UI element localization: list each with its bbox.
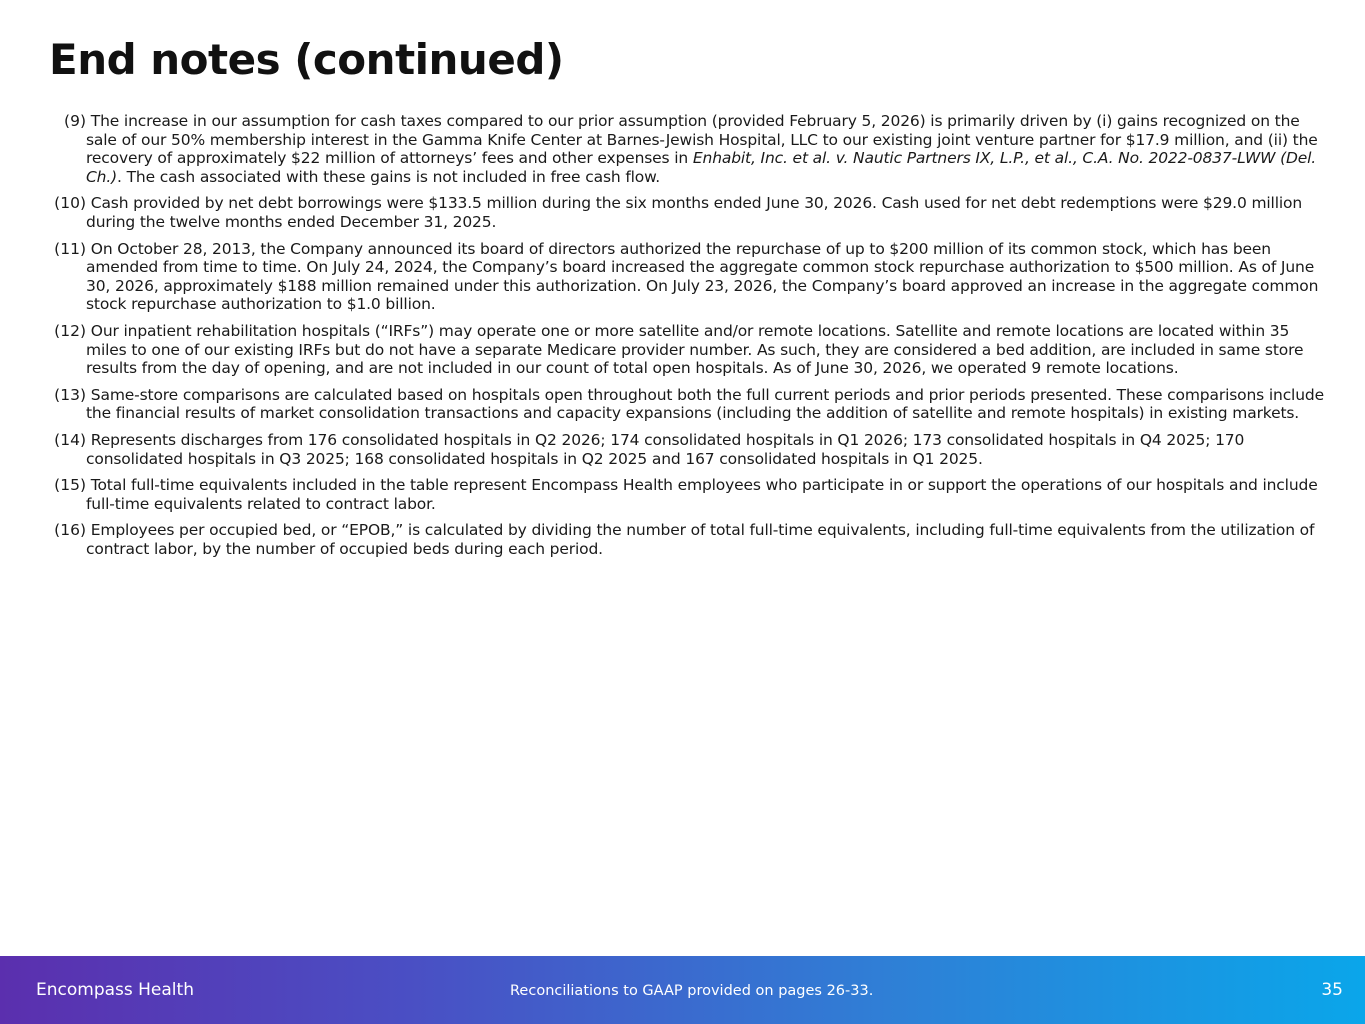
note-text (86, 112, 1327, 186)
note-text: Cash provided by net debt borrowings were $133.5 million during the six months ended June 30, 2026. Cash used for net debt redemptions were $29.0 million during the twelve months ended December 31, 2025. (86, 194, 1303, 231)
note-text: Same-store comparisons are calculated based on hospitals open throughout both the full current periods and prior periods presented. These comparisons include the financial results of market consolidation transactions and capacity expansions (including the addition of satellite and remote hospitals) in existing markets. (86, 385, 1324, 423)
note-text: Our inpatient rehabilitation hospitals (“IRFs”) may operate one or more satellite and/or remote locations. Satellite and remote locations are located within 35 miles to one of our existing IRFs but do not have a separate Medicare provider number. As such, they are considered a bed addition, are included in same store results from the day of opening, and are not included in our count of total open hospitals. As of June 30, 2026, we operated 9 remote locations. (86, 321, 1304, 378)
footer-brand: Encompass Health (36, 980, 194, 1000)
note-text: Employees per occupied bed, or “EPOB,” is calculated by dividing the number of total full-time equivalents, including full-time equivalents from the utilization of contract labor, by the number of occupied beds during each period. (86, 521, 1315, 558)
end-note-12 (45, 322, 1327, 378)
case-citation: Enhabit, Inc. et al. v. Nautic Partners IX, L.P., et al., C.A. No. 2022-0837-LWW (Del. Ch.) (86, 149, 1317, 186)
note-number: (10) (54, 194, 86, 213)
note-number: (11) (54, 239, 86, 258)
note-number: (13) (54, 385, 86, 404)
note-number: (15) (54, 476, 86, 495)
footer-bar (0, 956, 1365, 1024)
end-note-15 (45, 476, 1327, 513)
note-text: Represents discharges from 176 consolidated hospitals in Q2 2026; 174 consolidated hospitals in Q1 2026; 173 consolidated hospitals in Q4 2025; 170 consolidated hospitals in Q3 2025; 168 consolidated hospitals in Q2 2025 and 167 consolidated hospitals in Q1 2025. (86, 430, 1245, 468)
footer-gaap-note: Reconciliations to GAAP provided on pages 26-33. (510, 983, 874, 999)
end-note-10 (45, 194, 1327, 231)
note-text: Total full-time equivalents included in the table represent Encompass Health employees who participate in or support the operations of our hospitals and include full-time equivalents related to contract labor. (86, 476, 1318, 513)
note-text: On October 28, 2013, the Company announced its board of directors authorized the repurchase of up to $200 million of its common stock, which has been amended from time to time. On July 24, 2024, the Company’s board increased the aggregate common stock repurchase authorization to $500 million. As of June 30, 2026, approximately $188 million remained under this authorization. On July 23, 2026, the Company’s board approved an increase in the aggregate common stock repurchase authorization to $1.0 billion. (86, 239, 1319, 314)
note-text-part: . The cash associated with these gains is not included in free cash flow. (117, 167, 660, 186)
page-title: End notes (continued) (49, 35, 564, 84)
note-number: (16) (54, 521, 86, 540)
end-note-16 (45, 521, 1327, 558)
note-text-part: The increase in our assumption for cash taxes compared to our prior assumption (provided February 5, 2026) is primarily driven by (i) gains recognized on the sale of our 50% membership interest in the Gamma Knife Center at Barnes-Jewish Hospital, LLC to our existing joint venture partner for $17.9 million, and (ii) the recovery of approximately $22 million of attorneys’ fees and other expenses in (86, 112, 1318, 168)
note-number: (12) (54, 321, 86, 340)
end-note-13 (45, 386, 1327, 423)
end-notes-list (45, 112, 1327, 566)
note-number: (14) (54, 430, 86, 449)
end-note-11 (45, 240, 1327, 314)
page-number: 35 (1321, 980, 1343, 1000)
end-note-14 (45, 431, 1327, 468)
note-number: (9) (64, 112, 86, 130)
end-note-9 (45, 112, 1327, 186)
